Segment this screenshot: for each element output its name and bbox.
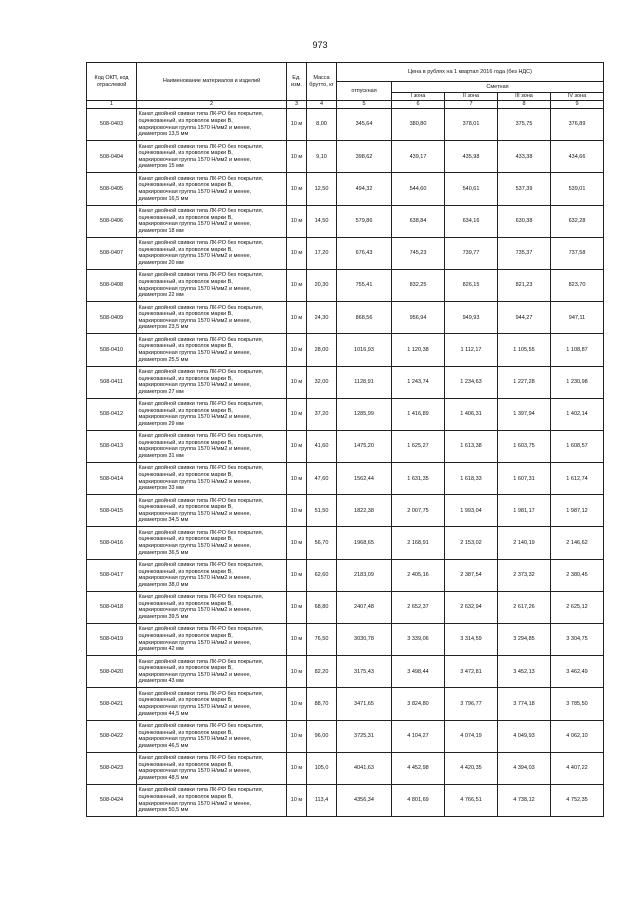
cell-unit: 10 м	[287, 527, 307, 559]
cell-zone-1-price: 4 801,69	[392, 784, 445, 816]
cell-zone-1-price: 3 824,80	[392, 688, 445, 720]
cell-mass: 47,60	[307, 463, 337, 495]
cell-release-price: 676,43	[337, 237, 392, 269]
cell-unit: 10 м	[287, 334, 307, 366]
cell-zone-4-price: 4 062,10	[551, 720, 604, 752]
cell-zone-4-price: 1 230,98	[551, 366, 604, 398]
table-row	[87, 591, 604, 623]
cell-name: Канат двойной свивки типа ЛК-РО без покрытия, оцинкованный, из проволок марки В, маркировочная группа 1570 Н/мм2 и менее, диаметром 18 мм	[137, 205, 287, 237]
cell-zone-1-price: 745,23	[392, 237, 445, 269]
cell-release-price: 1562,44	[337, 463, 392, 495]
table-row	[87, 366, 604, 398]
cell-zone-4-price: 4 407,22	[551, 752, 604, 784]
cell-zone-1-price: 832,25	[392, 269, 445, 301]
cell-code: 508-0408	[87, 269, 137, 301]
cell-mass: 41,60	[307, 430, 337, 462]
cell-zone-1-price: 3 498,44	[392, 656, 445, 688]
cell-zone-3-price: 537,39	[498, 173, 551, 205]
header-zone-4: IV зона	[551, 93, 604, 101]
table-row	[87, 237, 604, 269]
header-zone-2: II зона	[445, 93, 498, 101]
cell-release-price: 398,62	[337, 141, 392, 173]
column-number: 2	[137, 101, 287, 109]
table-row	[87, 495, 604, 527]
cell-unit: 10 м	[287, 205, 307, 237]
cell-mass: 82,20	[307, 656, 337, 688]
cell-zone-3-price: 735,37	[498, 237, 551, 269]
cell-unit: 10 м	[287, 656, 307, 688]
cell-zone-1-price: 1 416,89	[392, 398, 445, 430]
cell-zone-2-price: 3 796,77	[445, 688, 498, 720]
cell-zone-4-price: 1 108,87	[551, 334, 604, 366]
cell-zone-4-price: 1 612,74	[551, 463, 604, 495]
cell-release-price: 345,64	[337, 109, 392, 141]
cell-mass: 24,30	[307, 302, 337, 334]
cell-zone-3-price: 1 227,28	[498, 366, 551, 398]
cell-mass: 51,50	[307, 495, 337, 527]
cell-name: Канат двойной свивки типа ЛК-РО без покрытия, оцинкованный, из проволок марки В, маркировочная группа 1570 Н/мм2 и менее, диаметром 15 мм	[137, 141, 287, 173]
cell-zone-2-price: 826,15	[445, 269, 498, 301]
cell-mass: 20,30	[307, 269, 337, 301]
cell-release-price: 1128,91	[337, 366, 392, 398]
cell-zone-1-price: 3 339,06	[392, 624, 445, 656]
cell-mass: 28,00	[307, 334, 337, 366]
cell-zone-4-price: 539,01	[551, 173, 604, 205]
cell-release-price: 1475,20	[337, 430, 392, 462]
column-number: 4	[307, 101, 337, 109]
cell-code: 508-0411	[87, 366, 137, 398]
header-code: Код ОКП, код отраслевой	[87, 63, 137, 101]
cell-zone-4-price: 3 304,75	[551, 624, 604, 656]
column-number: 7	[445, 101, 498, 109]
table-row	[87, 141, 604, 173]
cell-zone-2-price: 2 153,02	[445, 527, 498, 559]
cell-unit: 10 м	[287, 302, 307, 334]
cell-zone-1-price: 956,94	[392, 302, 445, 334]
cell-code: 508-0421	[87, 688, 137, 720]
cell-mass: 68,80	[307, 591, 337, 623]
cell-unit: 10 м	[287, 173, 307, 205]
cell-unit: 10 м	[287, 752, 307, 784]
cell-code: 508-0422	[87, 720, 137, 752]
cell-release-price: 3030,78	[337, 624, 392, 656]
cell-zone-1-price: 1 625,27	[392, 430, 445, 462]
cell-zone-4-price: 376,89	[551, 109, 604, 141]
cell-zone-3-price: 1 607,31	[498, 463, 551, 495]
table-body	[87, 109, 604, 817]
cell-mass: 88,70	[307, 688, 337, 720]
table-row	[87, 334, 604, 366]
cell-mass: 105,0	[307, 752, 337, 784]
cell-code: 508-0415	[87, 495, 137, 527]
cell-zone-4-price: 1 608,57	[551, 430, 604, 462]
cell-name: Канат двойной свивки типа ЛК-РО без покрытия, оцинкованный, из проволок марки В, маркировочная группа 1570 Н/мм2 и менее, диаметром 36,5 мм	[137, 527, 287, 559]
cell-mass: 32,00	[307, 366, 337, 398]
cell-code: 508-0424	[87, 784, 137, 816]
table-row	[87, 656, 604, 688]
cell-zone-2-price: 1 112,17	[445, 334, 498, 366]
cell-mass: 8,00	[307, 109, 337, 141]
cell-unit: 10 м	[287, 398, 307, 430]
table-row	[87, 109, 604, 141]
cell-zone-3-price: 4 394,03	[498, 752, 551, 784]
cell-release-price: 3175,43	[337, 656, 392, 688]
cell-unit: 10 м	[287, 141, 307, 173]
cell-zone-2-price: 3 314,59	[445, 624, 498, 656]
cell-zone-4-price: 434,66	[551, 141, 604, 173]
cell-zone-2-price: 949,93	[445, 302, 498, 334]
cell-zone-2-price: 3 472,81	[445, 656, 498, 688]
cell-mass: 62,60	[307, 559, 337, 591]
cell-release-price: 3471,65	[337, 688, 392, 720]
header-zone-1: I зона	[392, 93, 445, 101]
cell-unit: 10 м	[287, 591, 307, 623]
column-number: 9	[551, 101, 604, 109]
cell-unit: 10 м	[287, 269, 307, 301]
cell-zone-3-price: 3 294,85	[498, 624, 551, 656]
cell-zone-2-price: 378,01	[445, 109, 498, 141]
cell-name: Канат двойной свивки типа ЛК-РО без покрытия, оцинкованный, из проволок марки В, маркировочная группа 1570 Н/мм2 и менее, диаметром 27 мм	[137, 366, 287, 398]
cell-mass: 14,50	[307, 205, 337, 237]
cell-zone-3-price: 1 397,94	[498, 398, 551, 430]
cell-code: 508-0418	[87, 591, 137, 623]
cell-zone-2-price: 739,77	[445, 237, 498, 269]
table-row	[87, 205, 604, 237]
cell-code: 508-0409	[87, 302, 137, 334]
cell-zone-2-price: 1 406,31	[445, 398, 498, 430]
cell-zone-3-price: 3 452,13	[498, 656, 551, 688]
cell-zone-4-price: 823,70	[551, 269, 604, 301]
header-zone-3: III зона	[498, 93, 551, 101]
cell-zone-1-price: 4 104,27	[392, 720, 445, 752]
cell-release-price: 1968,65	[337, 527, 392, 559]
cell-unit: 10 м	[287, 109, 307, 141]
column-number: 1	[87, 101, 137, 109]
cell-zone-3-price: 1 603,75	[498, 430, 551, 462]
cell-release-price: 3725,31	[337, 720, 392, 752]
cell-name: Канат двойной свивки типа ЛК-РО без покрытия, оцинкованный, из проволок марки В, маркировочная группа 1570 Н/мм2 и менее, диаметром 13,5 мм	[137, 109, 287, 141]
cell-code: 508-0413	[87, 430, 137, 462]
cell-zone-3-price: 2 617,26	[498, 591, 551, 623]
table-row	[87, 527, 604, 559]
cell-code: 508-0417	[87, 559, 137, 591]
cell-zone-1-price: 2 007,75	[392, 495, 445, 527]
cell-zone-2-price: 1 993,04	[445, 495, 498, 527]
cell-code: 508-0405	[87, 173, 137, 205]
cell-zone-2-price: 4 420,35	[445, 752, 498, 784]
page-number: 973	[312, 40, 328, 50]
table-row	[87, 463, 604, 495]
cell-zone-4-price: 3 462,49	[551, 656, 604, 688]
cell-unit: 10 м	[287, 366, 307, 398]
cell-mass: 96,00	[307, 720, 337, 752]
cell-unit: 10 м	[287, 495, 307, 527]
cell-release-price: 4356,34	[337, 784, 392, 816]
cell-zone-4-price: 3 785,50	[551, 688, 604, 720]
cell-name: Канат двойной свивки типа ЛК-РО без покрытия, оцинкованный, из проволок марки В, маркировочная группа 1570 Н/мм2 и менее, диаметром 42 мм	[137, 624, 287, 656]
cell-mass: 37,20	[307, 398, 337, 430]
cell-code: 508-0412	[87, 398, 137, 430]
cell-name: Канат двойной свивки типа ЛК-РО без покрытия, оцинкованный, из проволок марки В, маркировочная группа 1570 Н/мм2 и менее, диаметром 39,5 мм	[137, 591, 287, 623]
cell-unit: 10 м	[287, 559, 307, 591]
cell-zone-4-price: 1 402,14	[551, 398, 604, 430]
cell-zone-2-price: 634,16	[445, 205, 498, 237]
cell-code: 508-0404	[87, 141, 137, 173]
cell-name: Канат двойной свивки типа ЛК-РО без покрытия, оцинкованный, из проволок марки В, маркировочная группа 1570 Н/мм2 и менее, диаметром 43 мм	[137, 656, 287, 688]
cell-zone-3-price: 944,27	[498, 302, 551, 334]
table-row	[87, 752, 604, 784]
column-number: 6	[392, 101, 445, 109]
table-row	[87, 720, 604, 752]
cell-zone-1-price: 439,17	[392, 141, 445, 173]
cell-zone-4-price: 737,58	[551, 237, 604, 269]
header-estimate: Сметная	[392, 82, 604, 93]
column-number-row	[87, 101, 604, 109]
cell-release-price: 2407,48	[337, 591, 392, 623]
cell-zone-1-price: 638,84	[392, 205, 445, 237]
header-price-group: Цена в рублях на 1 квартал 2016 года (без НДС)	[337, 63, 604, 82]
column-number: 5	[337, 101, 392, 109]
cell-zone-2-price: 1 613,38	[445, 430, 498, 462]
cell-name: Канат двойной свивки типа ЛК-РО без покрытия, оцинкованный, из проволок марки В, маркировочная группа 1570 Н/мм2 и менее, диаметром 44,5 мм	[137, 688, 287, 720]
header-unit: Ед. изм.	[287, 63, 307, 101]
cell-mass: 113,4	[307, 784, 337, 816]
cell-zone-1-price: 544,60	[392, 173, 445, 205]
cell-release-price: 1016,93	[337, 334, 392, 366]
cell-zone-3-price: 375,75	[498, 109, 551, 141]
cell-unit: 10 м	[287, 688, 307, 720]
cell-zone-2-price: 540,61	[445, 173, 498, 205]
cell-release-price: 4041,63	[337, 752, 392, 784]
cell-zone-4-price: 632,28	[551, 205, 604, 237]
cell-zone-1-price: 2 168,91	[392, 527, 445, 559]
cell-name: Канат двойной свивки типа ЛК-РО без покрытия, оцинкованный, из проволок марки В, маркировочная группа 1570 Н/мм2 и менее, диаметром 34,5 мм	[137, 495, 287, 527]
cell-release-price: 494,32	[337, 173, 392, 205]
cell-name: Канат двойной свивки типа ЛК-РО без покрытия, оцинкованный, из проволок марки В, маркировочная группа 1570 Н/мм2 и менее, диаметром 22 мм	[137, 269, 287, 301]
cell-unit: 10 м	[287, 720, 307, 752]
header-mass: Масса брутто, кг	[307, 63, 337, 101]
cell-unit: 10 м	[287, 624, 307, 656]
cell-zone-3-price: 1 105,55	[498, 334, 551, 366]
cell-zone-1-price: 2 652,37	[392, 591, 445, 623]
cell-name: Канат двойной свивки типа ЛК-РО без покрытия, оцинкованный, из проволок марки В, маркировочная группа 1570 Н/мм2 и менее, диаметром 20 мм	[137, 237, 287, 269]
price-table	[86, 62, 604, 817]
cell-code: 508-0410	[87, 334, 137, 366]
cell-mass: 76,50	[307, 624, 337, 656]
cell-zone-2-price: 2 632,94	[445, 591, 498, 623]
cell-release-price: 2183,09	[337, 559, 392, 591]
cell-zone-2-price: 1 234,63	[445, 366, 498, 398]
cell-release-price: 755,41	[337, 269, 392, 301]
cell-code: 508-0407	[87, 237, 137, 269]
cell-zone-4-price: 2 146,62	[551, 527, 604, 559]
cell-name: Канат двойной свивки типа ЛК-РО без покрытия, оцинкованный, из проволок марки В, маркировочная группа 1570 Н/мм2 и менее, диаметром 33 мм	[137, 463, 287, 495]
cell-zone-1-price: 4 452,98	[392, 752, 445, 784]
cell-name: Канат двойной свивки типа ЛК-РО без покрытия, оцинкованный, из проволок марки В, маркировочная группа 1570 Н/мм2 и менее, диаметром 16,5 мм	[137, 173, 287, 205]
cell-zone-1-price: 1 631,35	[392, 463, 445, 495]
cell-zone-4-price: 1 987,12	[551, 495, 604, 527]
cell-name: Канат двойной свивки типа ЛК-РО без покрытия, оцинкованный, из проволок марки В, маркировочная группа 1570 Н/мм2 и менее, диаметром 46,5 мм	[137, 720, 287, 752]
cell-zone-3-price: 3 774,18	[498, 688, 551, 720]
cell-zone-1-price: 2 405,16	[392, 559, 445, 591]
table-row	[87, 559, 604, 591]
cell-mass: 56,70	[307, 527, 337, 559]
cell-zone-2-price: 4 074,19	[445, 720, 498, 752]
cell-code: 508-0416	[87, 527, 137, 559]
cell-zone-4-price: 2 380,45	[551, 559, 604, 591]
cell-unit: 10 м	[287, 237, 307, 269]
cell-release-price: 1285,99	[337, 398, 392, 430]
cell-release-price: 868,56	[337, 302, 392, 334]
cell-zone-2-price: 4 766,51	[445, 784, 498, 816]
cell-code: 508-0406	[87, 205, 137, 237]
table-row	[87, 302, 604, 334]
table-row	[87, 430, 604, 462]
cell-release-price: 1822,38	[337, 495, 392, 527]
cell-zone-2-price: 435,98	[445, 141, 498, 173]
cell-zone-3-price: 2 373,32	[498, 559, 551, 591]
table-row	[87, 624, 604, 656]
table-row	[87, 398, 604, 430]
cell-zone-2-price: 2 387,54	[445, 559, 498, 591]
header-release-price: отпускная	[337, 82, 392, 101]
cell-zone-3-price: 4 738,12	[498, 784, 551, 816]
cell-zone-4-price: 4 752,35	[551, 784, 604, 816]
cell-zone-1-price: 380,80	[392, 109, 445, 141]
cell-code: 508-0403	[87, 109, 137, 141]
cell-name: Канат двойной свивки типа ЛК-РО без покрытия, оцинкованный, из проволок марки В, маркировочная группа 1570 Н/мм2 и менее, диаметром 38,0 мм	[137, 559, 287, 591]
cell-zone-1-price: 1 243,74	[392, 366, 445, 398]
table-row	[87, 688, 604, 720]
cell-mass: 9,10	[307, 141, 337, 173]
cell-name: Канат двойной свивки типа ЛК-РО без покрытия, оцинкованный, из проволок марки В, маркировочная группа 1570 Н/мм2 и менее, диаметром 50,5 мм	[137, 784, 287, 816]
cell-zone-4-price: 947,11	[551, 302, 604, 334]
cell-zone-1-price: 1 120,38	[392, 334, 445, 366]
cell-zone-3-price: 2 140,19	[498, 527, 551, 559]
table-row	[87, 784, 604, 816]
cell-name: Канат двойной свивки типа ЛК-РО без покрытия, оцинкованный, из проволок марки В, маркировочная группа 1570 Н/мм2 и менее, диаметром 48,5 мм	[137, 752, 287, 784]
cell-code: 508-0414	[87, 463, 137, 495]
cell-zone-3-price: 1 981,17	[498, 495, 551, 527]
cell-release-price: 579,86	[337, 205, 392, 237]
cell-name: Канат двойной свивки типа ЛК-РО без покрытия, оцинкованный, из проволок марки В, маркировочная группа 1570 Н/мм2 и менее, диаметром 25,5 мм	[137, 334, 287, 366]
cell-mass: 17,20	[307, 237, 337, 269]
cell-zone-4-price: 2 625,12	[551, 591, 604, 623]
cell-zone-3-price: 433,38	[498, 141, 551, 173]
cell-zone-3-price: 821,23	[498, 269, 551, 301]
header-name: Наименование материалов и изделий	[137, 63, 287, 101]
table-header	[87, 63, 604, 109]
cell-code: 508-0419	[87, 624, 137, 656]
cell-unit: 10 м	[287, 784, 307, 816]
cell-name: Канат двойной свивки типа ЛК-РО без покрытия, оцинкованный, из проволок марки В, маркировочная группа 1570 Н/мм2 и менее, диаметром 31 мм	[137, 430, 287, 462]
table-row	[87, 269, 604, 301]
cell-zone-2-price: 1 618,33	[445, 463, 498, 495]
cell-name: Канат двойной свивки типа ЛК-РО без покрытия, оцинкованный, из проволок марки В, маркировочная группа 1570 Н/мм2 и менее, диаметром 23,5 мм	[137, 302, 287, 334]
cell-code: 508-0420	[87, 656, 137, 688]
cell-mass: 12,50	[307, 173, 337, 205]
cell-code: 508-0423	[87, 752, 137, 784]
table-row	[87, 173, 604, 205]
cell-zone-3-price: 4 049,93	[498, 720, 551, 752]
column-number: 3	[287, 101, 307, 109]
cell-unit: 10 м	[287, 463, 307, 495]
cell-zone-3-price: 630,38	[498, 205, 551, 237]
cell-name: Канат двойной свивки типа ЛК-РО без покрытия, оцинкованный, из проволок марки В, маркировочная группа 1570 Н/мм2 и менее, диаметром 29 мм	[137, 398, 287, 430]
column-number: 8	[498, 101, 551, 109]
cell-unit: 10 м	[287, 430, 307, 462]
